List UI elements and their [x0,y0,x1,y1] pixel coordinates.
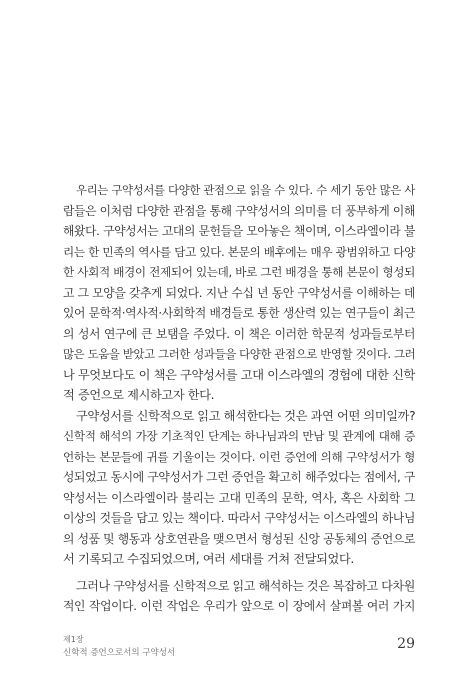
text-line: 우리는 구약성서를 다양한 관점으로 읽을 수 있다. 수 세기 동안 많은 사 [76,183,415,197]
text-line: 많은 도움을 받았고 그러한 성과들을 다양한 관점으로 반영할 것이다. 그러 [63,347,416,361]
text-line: 이상의 것들을 담고 있는 책이다. 따라서 구약성서는 이스라엘의 하나님 [63,511,415,525]
text-line: 구약성서를 신학적으로 읽고 해석한다는 것은 과연 어떤 의미일까? [76,408,416,423]
text-line: 적 증언으로 제시하고자 한다. [63,388,215,402]
page-number: 29 [397,636,415,652]
body-text [63,180,415,617]
text-line: 있어 문학적·역사적·사회학적 배경들로 통한 생산력 있는 연구들이 최근 [63,306,415,320]
text-line: 한 사회적 배경이 전제되어 있는데, 바로 그런 배경을 통해 본문이 형성되 [63,265,415,279]
chapter-label: 제1장 [63,635,84,644]
text-line: 서 기록되고 수집되었으며, 여러 세대를 거쳐 전달되었다. [63,552,354,566]
text-line: 신학적 해석의 가장 기초적인 단계는 하나님과의 만남 및 관계에 대해 증 [63,429,415,443]
text-line: 적인 작업이다. 이런 작업은 우리가 앞으로 이 장에서 살펴볼 여러 가지 [63,599,415,613]
text-line: 약성서는 이스라엘이라 불리는 고대 민족의 문학, 역사, 혹은 사회학 그 [63,490,415,505]
text-line: 람들은 이처럼 다양한 관점을 통해 구약성서의 의미를 더 풍부하게 이해 [63,203,415,218]
text-line: 의 성품 및 행동과 상호연관을 맺으면서 형성된 신앙 공동체의 증언으로 [63,531,415,546]
paragraph-1 [63,180,415,406]
text-line: 언하는 본문들에 귀를 기울이는 것이다. 이런 증언에 의해 구약성서가 형 [63,449,415,464]
chapter-title: 신학적 증언으로서의 구약성서 [63,648,176,658]
text-line: 성되었고 동시에 구약성서가 그런 증언을 확고히 해주었다는 점에서, 구 [63,470,415,484]
paragraph-3 [63,576,415,617]
paragraph-2 [63,406,415,570]
text-line: 해왔다. 구약성서는 고대의 문헌들을 모아놓은 책이며, 이스라엘이라 불 [63,224,415,238]
text-line: 고 그 모양을 갖추게 되었다. 지난 수십 년 동안 구약성서를 이해하는 데 [63,285,415,300]
text-line: 나 무엇보다도 이 책은 구약성서를 고대 이스라엘의 경험에 대한 신학 [63,367,415,382]
text-line: 의 성서 연구에 큰 보탬을 주었다. 이 책은 이러한 학문적 성과들로부터 [63,326,415,341]
text-line: 그러나 구약성서를 신학적으로 읽고 해석하는 것은 복잡하고 다차원 [76,578,416,593]
text-line: 리는 한 민족의 역사를 담고 있다. 본문의 배후에는 매우 광범위하고 다양 [63,244,415,259]
